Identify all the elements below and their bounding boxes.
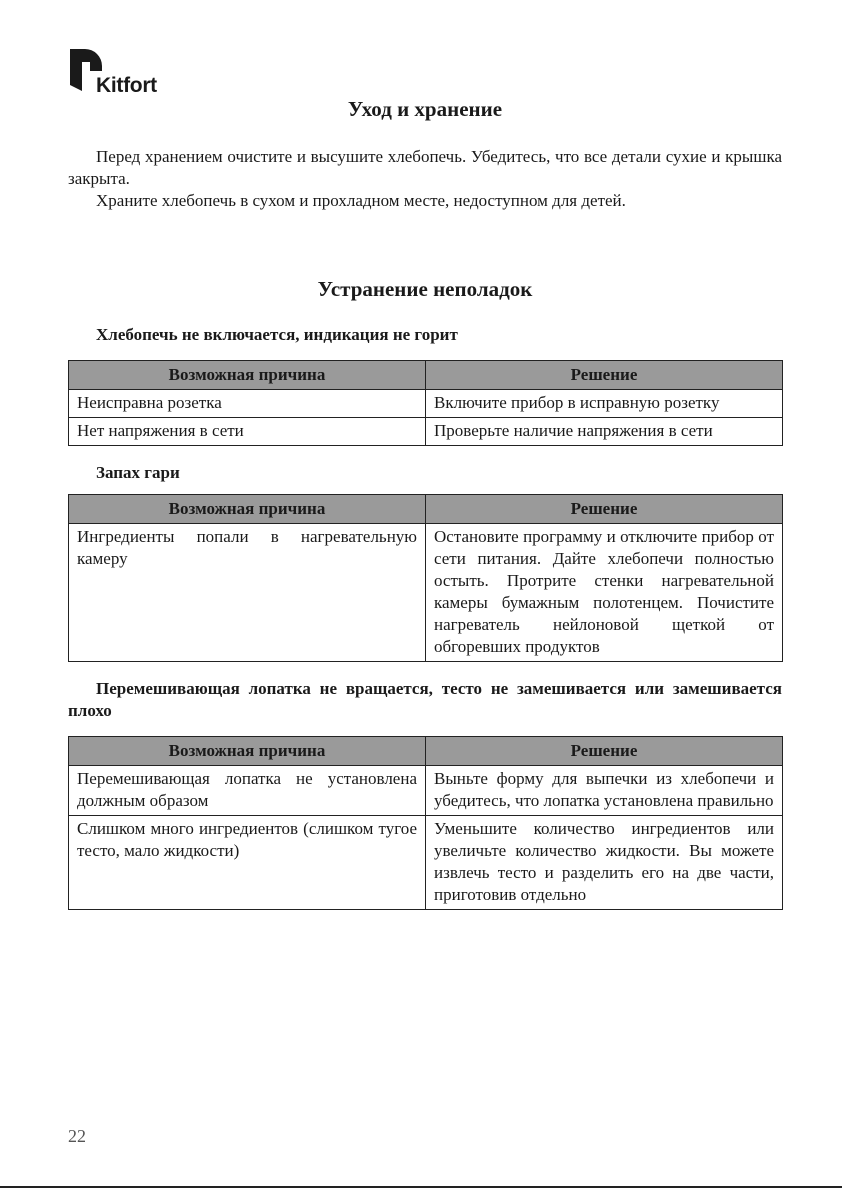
care-paragraph-1: Перед хранением очистите и высушите хлебопечь. Убедитесь, что все детали сухие и крышка закрыта.: [68, 147, 782, 188]
table-header-row: [69, 737, 783, 766]
cause-cell: Слишком много ингредиентов (слишком тугое тесто, мало жидкости): [69, 816, 426, 910]
troubleshooting-title: Устранение неполадок: [317, 277, 533, 301]
header-solution: Решение: [426, 361, 783, 390]
page-number: 22: [68, 1126, 86, 1146]
section-heading-power: Хлебопечь не включается, индикация не горит: [96, 325, 458, 344]
cause-cell: Нет напряжения в сети: [69, 418, 426, 446]
bottom-rule: [0, 1186, 842, 1188]
solution-cell: Остановите программу и отключите прибор от сети питания. Дайте хлебопечи полностью остыть. Протрите стенки нагревательной камеры бумажным полотенцем. Почистите нагреватель нейлоновой щеткой от обгоревших продуктов: [426, 524, 783, 662]
solution-cell: Уменьшите количество ингредиентов или увеличьте количество жидкости. Вы можете извлечь тесто и разделить его на две части, приготовив отдельно: [426, 816, 783, 910]
brand-logo-text: Kitfort: [96, 74, 157, 97]
care-title: Уход и хранение: [347, 97, 503, 121]
header-cause: Возможная причина: [69, 495, 426, 524]
table-header-row: [69, 495, 783, 524]
table-power: [68, 360, 783, 446]
header-solution: Решение: [426, 495, 783, 524]
care-paragraph-2: Храните хлебопечь в сухом и прохладном месте, недоступном для детей.: [96, 191, 626, 210]
section-heading-paddle: Перемешивающая лопатка не вращается, тесто не замешивается или замешивается плохо: [68, 679, 782, 720]
solution-cell: Включите прибор в исправную розетку: [426, 390, 783, 418]
table-paddle: [68, 736, 783, 910]
table-row: [69, 766, 783, 816]
table-row: [69, 390, 783, 418]
page-content: [68, 94, 782, 910]
cause-cell: Неисправна розетка: [69, 390, 426, 418]
table-header-row: [69, 361, 783, 390]
table-row: [69, 418, 783, 446]
table-row: [69, 816, 783, 910]
solution-cell: Проверьте наличие напряжения в сети: [426, 418, 783, 446]
table-burn-smell: [68, 494, 783, 662]
header-cause: Возможная причина: [69, 361, 426, 390]
table-row: [69, 524, 783, 662]
header-cause: Возможная причина: [69, 737, 426, 766]
header-solution: Решение: [426, 737, 783, 766]
cause-cell: Ингредиенты попали в нагревательную камеру: [69, 524, 426, 662]
section-heading-burn-smell: Запах гари: [96, 463, 180, 482]
cause-cell: Перемешивающая лопатка не установлена должным образом: [69, 766, 426, 816]
solution-cell: Выньте форму для выпечки из хлебопечи и убедитесь, что лопатка установлена правильно: [426, 766, 783, 816]
